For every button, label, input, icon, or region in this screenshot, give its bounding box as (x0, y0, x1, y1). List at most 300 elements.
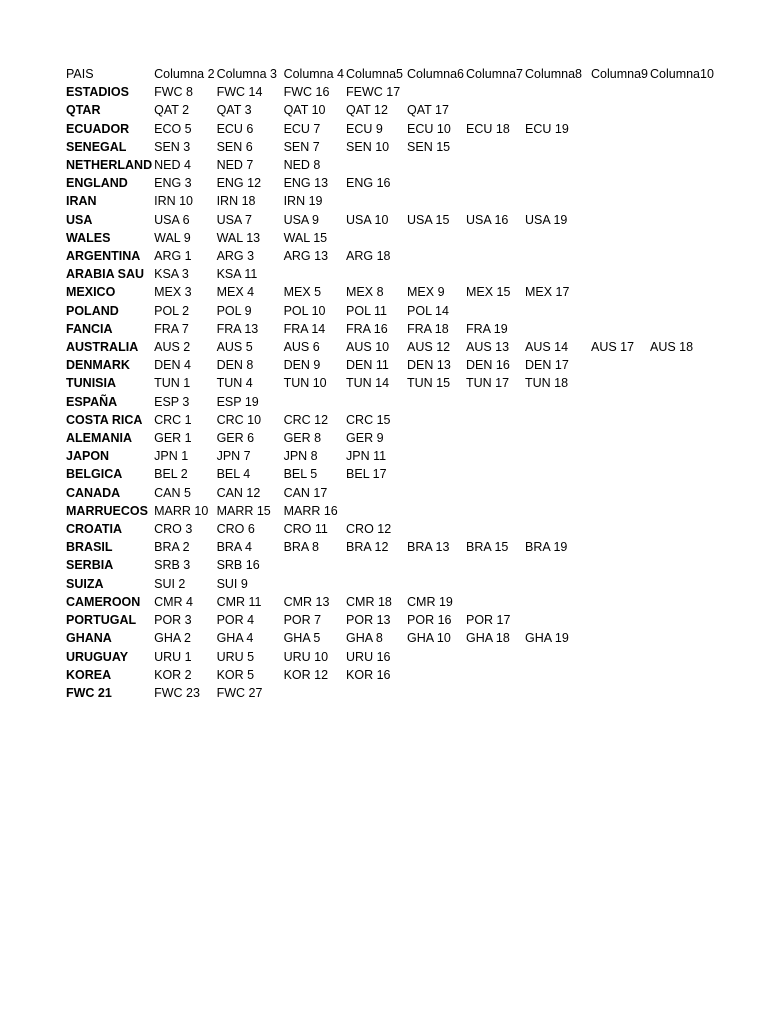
sticker-cell: POL 10 (283, 303, 326, 318)
sticker-cell (589, 465, 648, 483)
sticker-cell: DEN 11 (346, 358, 389, 373)
sticker-cell (589, 302, 648, 320)
sticker-cell (405, 575, 464, 593)
sticker-cell (405, 265, 464, 283)
sticker-cell: ARG 1 (154, 249, 192, 264)
table-row (64, 192, 714, 210)
sticker-cell (589, 556, 648, 574)
sticker-cell: FRA 16 (346, 321, 388, 336)
sticker-cell: KOR 2 (154, 667, 192, 682)
sticker-cell: POL 2 (154, 303, 190, 318)
sticker-cell: ESP 3 (154, 394, 190, 409)
table-row (64, 666, 714, 684)
country-cell: BRASIL (66, 540, 113, 555)
table-body (64, 83, 714, 702)
sticker-cell (589, 120, 648, 138)
sticker-cell: CRO 12 (346, 522, 392, 537)
country-cell: DENMARK (66, 358, 130, 373)
header-cell: Columna 3 (216, 67, 278, 81)
header-cell: Columna8 (525, 67, 582, 81)
country-cell: FANCIA (66, 321, 113, 336)
country-cell: GHANA (66, 631, 112, 646)
sticker-cell (464, 247, 523, 265)
sticker-cell: GHA 19 (525, 631, 569, 646)
sticker-cell: FWC 14 (216, 85, 263, 100)
table-row (64, 465, 714, 483)
sticker-cell (464, 447, 523, 465)
sticker-cell (464, 666, 523, 684)
sticker-cell: GER 1 (154, 431, 192, 446)
sticker-cell (589, 265, 648, 283)
sticker-cell: DEN 16 (466, 358, 510, 373)
table-row (64, 484, 714, 502)
sticker-cell: CAN 12 (216, 485, 261, 500)
table-row (64, 283, 714, 301)
sticker-cell: SRB 3 (154, 558, 191, 573)
sticker-cell: MEX 3 (154, 285, 192, 300)
sticker-cell (589, 247, 648, 265)
sticker-cell: JPN 11 (346, 449, 387, 464)
sticker-cell (405, 666, 464, 684)
header-cell: PAIS (66, 67, 94, 81)
sticker-cell (648, 356, 714, 374)
sticker-cell (464, 393, 523, 411)
table-row (64, 156, 714, 174)
sticker-cell (464, 520, 523, 538)
sticker-cell (648, 156, 714, 174)
sticker-cell: BRA 8 (283, 540, 319, 555)
country-cell: CROATIA (66, 522, 123, 537)
sticker-cell: MEX 5 (283, 285, 322, 300)
sticker-cell: GER 9 (346, 431, 384, 446)
sticker-cell (648, 684, 714, 702)
country-cell: ARGENTINA (66, 249, 141, 264)
sticker-cell (464, 265, 523, 283)
sticker-cell: BRA 2 (154, 540, 190, 555)
table-row (64, 302, 714, 320)
sticker-cell: TUN 1 (154, 376, 191, 391)
sticker-cell: FWC 23 (154, 685, 200, 700)
sticker-cell (648, 502, 714, 520)
sticker-cell: KOR 12 (283, 667, 329, 682)
sticker-cell: ARG 18 (346, 249, 391, 264)
sticker-cell: POL 9 (216, 303, 252, 318)
sticker-cell: USA 19 (525, 212, 568, 227)
country-cell: ESPAÑA (66, 394, 118, 409)
sticker-cell (648, 666, 714, 684)
sticker-cell: POL 14 (407, 303, 449, 318)
sticker-cell: BRA 15 (466, 540, 509, 555)
sticker-cell: AUS 17 (591, 340, 635, 355)
sticker-cell: FRA 19 (466, 321, 508, 336)
sticker-cell (589, 229, 648, 247)
sticker-cell (464, 684, 523, 702)
sticker-cell: BRA 19 (525, 540, 568, 555)
sticker-cell: CRC 10 (216, 412, 262, 427)
sticker-cell: GHA 2 (154, 631, 191, 646)
sticker-cell: JPN 7 (216, 449, 251, 464)
table-row (64, 520, 714, 538)
sticker-cell (648, 484, 714, 502)
sticker-cell: SEN 6 (216, 139, 253, 154)
sticker-cell (523, 429, 589, 447)
sticker-cell (648, 320, 714, 338)
country-cell: QTAR (66, 103, 101, 118)
sticker-cell: QAT 2 (154, 103, 190, 118)
sticker-cell: KSA 11 (216, 267, 258, 282)
sticker-cell: SRB 16 (216, 558, 260, 573)
sticker-cell (405, 429, 464, 447)
sticker-cell (589, 356, 648, 374)
sticker-cell: CAN 5 (154, 485, 191, 500)
sticker-cell (282, 393, 344, 411)
sticker-cell (464, 138, 523, 156)
sticker-cell: AUS 14 (525, 340, 569, 355)
sticker-cell (464, 593, 523, 611)
header-row (64, 65, 714, 83)
sticker-cell (648, 429, 714, 447)
table-row (64, 502, 714, 520)
sticker-cell: POR 16 (407, 613, 452, 628)
sticker-cell: BEL 4 (216, 467, 251, 482)
sticker-cell (523, 666, 589, 684)
table-row (64, 320, 714, 338)
sticker-cell (523, 520, 589, 538)
sticker-cell (589, 502, 648, 520)
sticker-cell (648, 465, 714, 483)
sticker-cell (344, 229, 405, 247)
sticker-cell (405, 174, 464, 192)
sticker-cell: POL 11 (346, 303, 388, 318)
sticker-cell: QAT 10 (283, 103, 326, 118)
table-row (64, 556, 714, 574)
sticker-cell: WAL 15 (283, 230, 328, 245)
sticker-cell (405, 556, 464, 574)
sticker-cell (589, 447, 648, 465)
sticker-cell: ENG 12 (216, 176, 262, 191)
sticker-cell: MARR 16 (283, 503, 338, 518)
header-cell: Columna10 (649, 67, 714, 81)
sticker-cell (464, 192, 523, 210)
sticker-cell: CRO 6 (216, 522, 255, 537)
sticker-cell (344, 575, 405, 593)
sticker-cell: TUN 4 (216, 376, 253, 391)
sticker-cell: BEL 2 (154, 467, 188, 482)
sticker-cell (464, 174, 523, 192)
sticker-cell: MARR 15 (216, 503, 271, 518)
sticker-cell (648, 374, 714, 392)
sticker-cell (648, 265, 714, 283)
table-row (64, 684, 714, 702)
sticker-cell: CMR 11 (216, 594, 262, 609)
sticker-cell (405, 83, 464, 101)
sticker-cell (344, 265, 405, 283)
sticker-cell: USA 7 (216, 212, 252, 227)
table-row (64, 611, 714, 629)
sticker-cell: SUI 9 (216, 576, 248, 591)
sticker-cell: ARG 3 (216, 249, 255, 264)
sticker-cell: IRN 19 (283, 194, 323, 209)
sticker-cell (523, 447, 589, 465)
sticker-cell (589, 575, 648, 593)
sticker-cell: ESP 19 (216, 394, 259, 409)
sticker-cell: ECU 10 (407, 121, 451, 136)
sticker-cell (523, 83, 589, 101)
sticker-cell (523, 393, 589, 411)
sticker-cell (464, 484, 523, 502)
sticker-cell (405, 247, 464, 265)
sticker-cell (464, 101, 523, 119)
country-cell: ALEMANIA (66, 431, 132, 446)
sticker-cell (648, 447, 714, 465)
table-row (64, 393, 714, 411)
country-cell: USA (66, 212, 93, 227)
sticker-cell: URU 1 (154, 649, 192, 664)
table-row (64, 447, 714, 465)
sticker-cell (405, 520, 464, 538)
sticker-cell: POR 3 (154, 613, 192, 628)
sticker-cell: MARR 10 (154, 503, 209, 518)
sticker-cell (523, 265, 589, 283)
sticker-cell: FRA 13 (216, 321, 259, 336)
table-header (64, 65, 714, 83)
sticker-cell (648, 629, 714, 647)
sticker-cell: GHA 5 (283, 631, 321, 646)
sticker-cell (464, 302, 523, 320)
sticker-cell (405, 648, 464, 666)
sticker-cell: MEX 17 (525, 285, 570, 300)
table-row (64, 83, 714, 101)
sticker-cell: NED 7 (216, 158, 254, 173)
sticker-cell (648, 556, 714, 574)
sticker-cell: USA 6 (154, 212, 190, 227)
sticker-cell: URU 10 (283, 649, 329, 664)
country-cell: COSTA RICA (66, 412, 143, 427)
sticker-cell (523, 556, 589, 574)
sticker-cell (648, 211, 714, 229)
sticker-cell: AUS 13 (466, 340, 510, 355)
sticker-cell (282, 556, 344, 574)
sticker-cell: JPN 1 (154, 449, 189, 464)
sticker-cell (589, 211, 648, 229)
sticker-cell (648, 593, 714, 611)
country-cell: SENEGAL (66, 139, 127, 154)
sticker-cell (523, 575, 589, 593)
sticker-cell (589, 520, 648, 538)
country-cell: TUNISIA (66, 376, 116, 391)
country-cell: SERBIA (66, 558, 114, 573)
sticker-cell: IRN 10 (154, 194, 194, 209)
sticker-cell: FRA 7 (154, 321, 189, 336)
sticker-cell (589, 374, 648, 392)
sticker-cell: USA 16 (466, 212, 509, 227)
sticker-cell (589, 192, 648, 210)
sticker-cell: BRA 13 (407, 540, 450, 555)
sticker-cell (648, 520, 714, 538)
sticker-cell (589, 156, 648, 174)
header-cell: Columna5 (346, 67, 403, 81)
country-cell: FWC 21 (66, 685, 112, 700)
country-cell: BELGICA (66, 467, 123, 482)
sticker-cell (344, 556, 405, 574)
sticker-cell (282, 575, 344, 593)
sticker-cell (405, 684, 464, 702)
sticker-cell (648, 302, 714, 320)
sticker-cell (464, 502, 523, 520)
sticker-cell (648, 283, 714, 301)
country-cell: MARRUECOS (66, 503, 148, 518)
sticker-cell: USA 15 (407, 212, 450, 227)
country-cell: POLAND (66, 303, 119, 318)
sticker-cell: USA 9 (283, 212, 319, 227)
sticker-cell: TUN 10 (283, 376, 327, 391)
country-cell: IRAN (66, 194, 97, 209)
sticker-cell (282, 265, 344, 283)
sticker-cell (464, 465, 523, 483)
sticker-cell (589, 283, 648, 301)
sticker-cell: FRA 14 (283, 321, 326, 336)
sticker-cell (589, 320, 648, 338)
sticker-cell (282, 684, 344, 702)
country-cell: URUGUAY (66, 649, 129, 664)
sticker-cell (589, 393, 648, 411)
sticker-cell (405, 447, 464, 465)
sticker-cell (589, 484, 648, 502)
sticker-cell: MEX 4 (216, 285, 255, 300)
sticker-cell: ENG 3 (154, 176, 192, 191)
sticker-cell (523, 465, 589, 483)
sticker-cell (405, 192, 464, 210)
sticker-cell (405, 229, 464, 247)
sticker-cell (523, 192, 589, 210)
sticker-cell: SEN 7 (283, 139, 320, 154)
sticker-cell: JPN 8 (283, 449, 318, 464)
sticker-cell (344, 684, 405, 702)
sticker-cell: GHA 10 (407, 631, 451, 646)
sticker-cell: BEL 5 (283, 467, 318, 482)
sticker-cell (589, 684, 648, 702)
sticker-cell: AUS 2 (154, 340, 191, 355)
sticker-cell: AUS 5 (216, 340, 253, 355)
sticker-cell (523, 684, 589, 702)
sticker-cell (405, 502, 464, 520)
sticker-cell: POR 17 (466, 613, 511, 628)
sticker-cell (523, 502, 589, 520)
sticker-cell (589, 648, 648, 666)
country-cell: CANADA (66, 485, 121, 500)
sticker-cell: GHA 8 (346, 631, 383, 646)
sticker-cell (523, 229, 589, 247)
sticker-cell: BRA 4 (216, 540, 252, 555)
sticker-cell: POR 7 (283, 613, 322, 628)
sticker-cell (464, 229, 523, 247)
sticker-cell: FWC 16 (283, 85, 330, 100)
country-cell: ARABIA SAU (66, 267, 145, 282)
sticker-cell (464, 575, 523, 593)
country-cell: KOREA (66, 667, 112, 682)
sticker-cell: TUN 15 (407, 376, 451, 391)
sticker-cell: CMR 13 (283, 594, 330, 609)
sticker-cell: CRC 15 (346, 412, 391, 427)
sticker-cell: AUS 18 (649, 340, 694, 355)
table-row (64, 575, 714, 593)
table-row (64, 229, 714, 247)
table-row (64, 247, 714, 265)
country-cell: WALES (66, 230, 111, 245)
sticker-cell: FEWC 17 (346, 85, 401, 100)
sticker-cell: FRA 18 (407, 321, 449, 336)
table-row (64, 411, 714, 429)
sticker-cell (405, 411, 464, 429)
sticker-cell (589, 611, 648, 629)
sticker-cell: ECU 18 (466, 121, 510, 136)
header-cell: Columna7 (466, 67, 523, 81)
sticker-cell (344, 484, 405, 502)
sticker-cell: ARG 13 (283, 249, 329, 264)
sticker-cell: CAN 17 (283, 485, 328, 500)
sticker-cell (589, 666, 648, 684)
sticker-cell: CMR 19 (407, 594, 453, 609)
header-cell: Columna9 (591, 67, 648, 81)
country-cell: MEXICO (66, 285, 116, 300)
sticker-cell: DEN 13 (407, 358, 451, 373)
sticker-cell (648, 538, 714, 556)
sticker-cell: NED 4 (154, 158, 191, 173)
sticker-cell (405, 156, 464, 174)
sticker-cell: URU 16 (346, 649, 391, 664)
sticker-cell (589, 429, 648, 447)
sticker-cell: SEN 3 (154, 139, 191, 154)
sticker-cell: BEL 17 (346, 467, 387, 482)
sticker-cell (464, 648, 523, 666)
sticker-cell (523, 174, 589, 192)
sticker-cell (523, 611, 589, 629)
sticker-cell (464, 556, 523, 574)
sticker-cell (648, 101, 714, 119)
sticker-cell (589, 538, 648, 556)
sticker-cell (648, 138, 714, 156)
table-row (64, 593, 714, 611)
sticker-cell: AUS 6 (283, 340, 320, 355)
sticker-cell (405, 484, 464, 502)
sticker-cell: CRO 3 (154, 522, 193, 537)
header-cell: Columna 2 (154, 67, 215, 81)
sticker-cell: AUS 12 (407, 340, 451, 355)
country-cell: CAMEROON (66, 594, 141, 609)
sticker-cell (523, 593, 589, 611)
table-row (64, 538, 714, 556)
table-row (64, 648, 714, 666)
sticker-cell: ECU 6 (216, 121, 254, 136)
sticker-cell (589, 138, 648, 156)
sticker-cell: DEN 4 (154, 358, 191, 373)
sticker-cell: ECU 19 (525, 121, 569, 136)
sticker-cell: ECU 9 (346, 121, 383, 136)
sticker-cell (589, 629, 648, 647)
country-cell: NETHERLAND (66, 158, 153, 173)
sticker-cell: POR 4 (216, 613, 255, 628)
sticker-cell: KSA 3 (154, 267, 189, 282)
sticker-cell (589, 593, 648, 611)
table-row (64, 211, 714, 229)
sticker-cell (523, 302, 589, 320)
sticker-cell: GHA 18 (466, 631, 510, 646)
sticker-cell (344, 192, 405, 210)
sticker-cell: AUS 10 (346, 340, 390, 355)
sticker-cell: POR 13 (346, 613, 391, 628)
sticker-cell: GHA 4 (216, 631, 254, 646)
sticker-cell (648, 83, 714, 101)
